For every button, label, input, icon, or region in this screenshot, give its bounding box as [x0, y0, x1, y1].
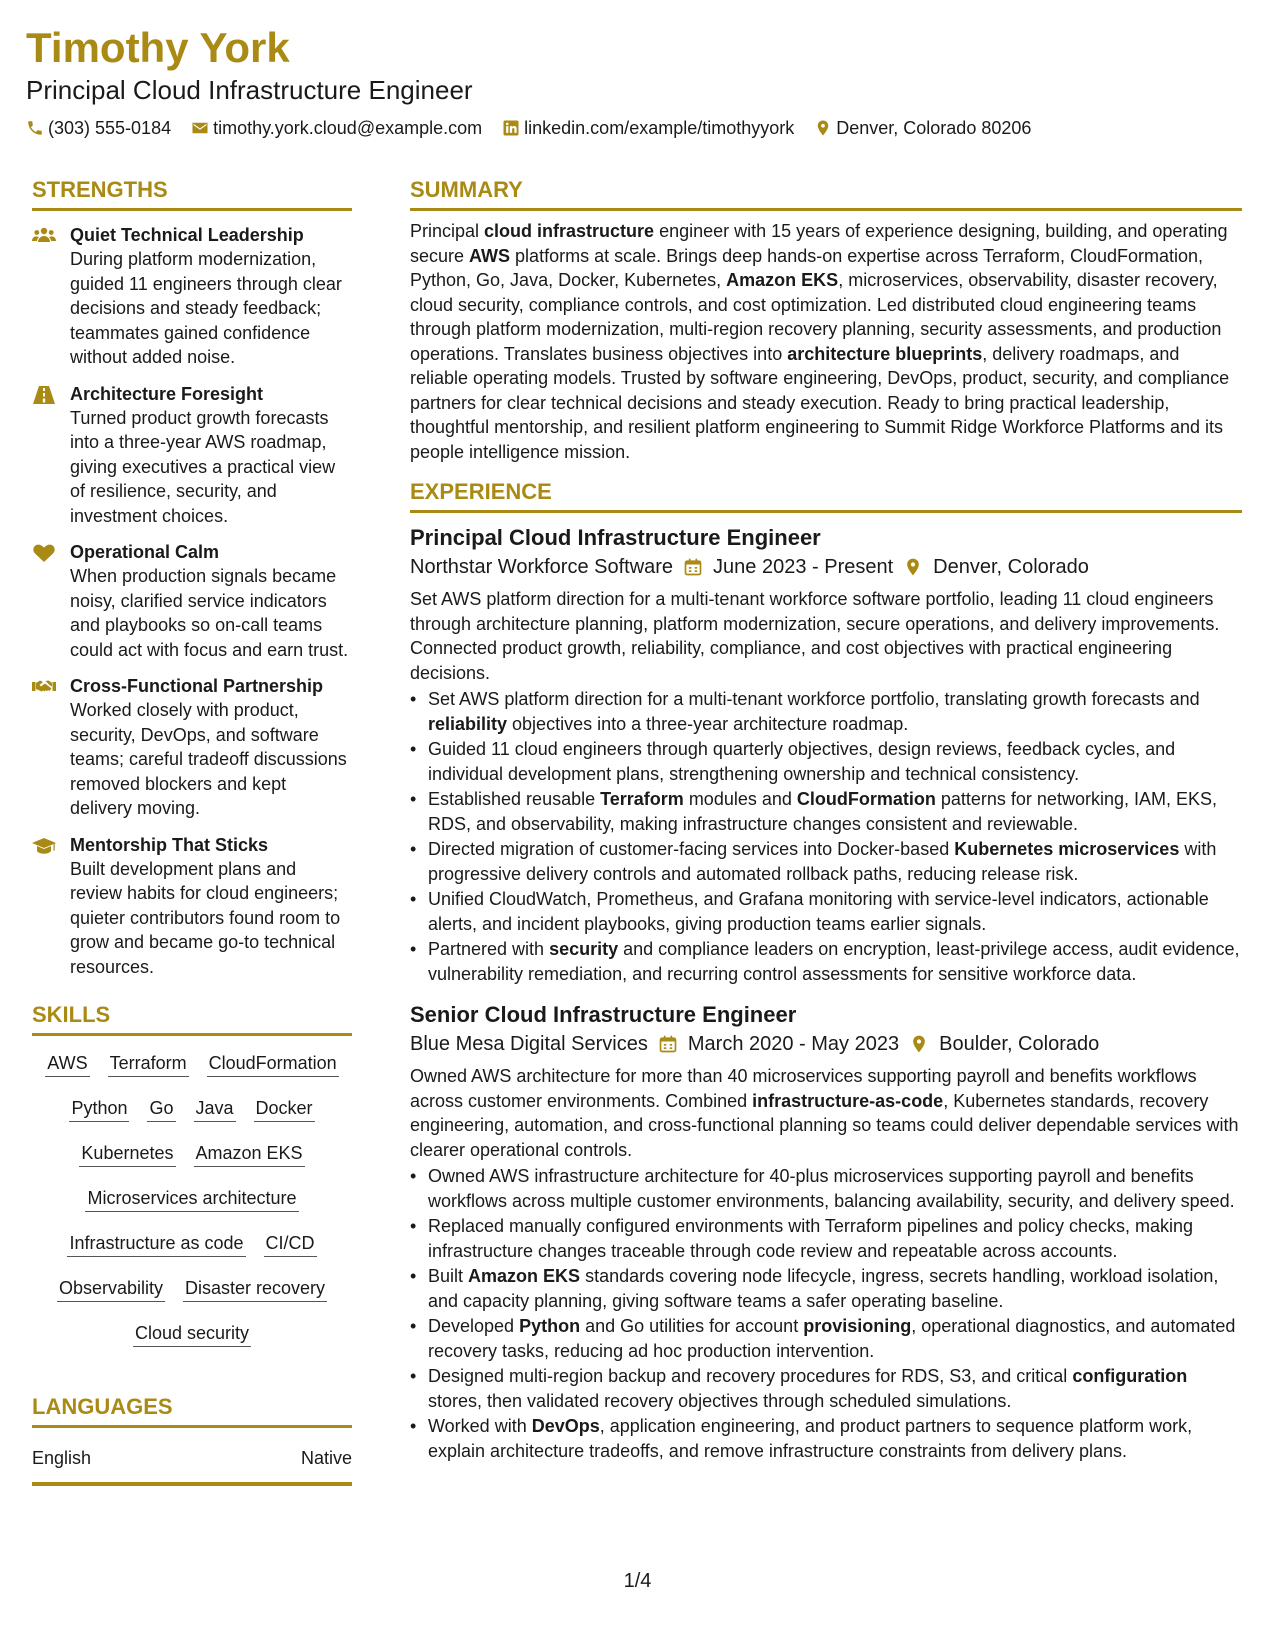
text-run: , operational diagnostics, and automated recovery tasks, reducing ad hoc production intervention.: [428, 1316, 1236, 1361]
strength-desc: Turned product growth forecasts into a three-year AWS roadmap, giving executives a practical view of resilience, security, and investment choices.: [70, 407, 336, 526]
bullet-item: [410, 1414, 1242, 1463]
text-run: , Kubernetes standards, recovery engineering, automation, and cross-functional planning so teams could deliver dependable services with clearer operational controls.: [410, 1090, 1239, 1160]
handshake-icon: [32, 677, 56, 697]
job-meta: [410, 553, 1242, 581]
text-run: Built: [428, 1266, 469, 1286]
strength-item: [32, 674, 352, 821]
linkedin-icon: [502, 119, 520, 137]
phone-text: (303) 555-0184: [48, 118, 172, 138]
job-title: Principal Cloud Infrastructure Engineer: [410, 525, 821, 550]
strength-desc: Built development plans and review habits for cloud engineers; quieter contributors found room to grow and became go-to technical resources.: [70, 858, 341, 977]
strength-item: [32, 540, 352, 662]
bold-keyword: CloudFormation: [796, 789, 936, 809]
bold-keyword: architecture blueprints: [787, 343, 983, 364]
bold-keyword: DevOps: [531, 1416, 600, 1436]
text-run: Developed: [428, 1316, 520, 1336]
text-run: Guided 11 cloud engineers through quarterly objectives, design reviews, feedback cycles, and individual development plans, strengthening ownership and technical consistency.: [428, 739, 1176, 784]
text-run: , delivery roadmaps, and reliable operating models. Trusted by software engineering, DevOps, product, security, and compliance partners for clear technical decisions and steady execution. Ready to bring practical leadership, thoughtful mentorship, and resilient platform engineering to Summit Ridge Workforce Platforms and its people intelligence mission.: [410, 343, 1230, 462]
graduation-cap-icon: [32, 836, 56, 856]
text-run: Principal: [410, 221, 485, 241]
text-run: Worked with: [428, 1416, 532, 1436]
bold-keyword: AWS: [469, 245, 511, 266]
strength-desc: Worked closely with product, security, DevOps, and software teams; careful tradeoff discussions removed blockers and kept delivery moving.: [70, 700, 347, 818]
text-run: standards covering node lifecycle, ingress, secrets handling, workload isolation, and capacity planning, giving software teams a safer operating baseline.: [428, 1266, 1219, 1311]
candidate-name: Timothy York: [26, 24, 290, 71]
bullet-item: [410, 937, 1242, 986]
skill-row: [32, 1134, 352, 1179]
skill-row: [32, 1179, 352, 1224]
linkedin-text: linkedin.com/example/timothyyork: [524, 118, 795, 138]
calendar-icon: [658, 1034, 678, 1054]
bold-keyword: reliability: [428, 713, 508, 734]
text-run: patterns for networking, IAM, EKS, RDS, and observability, making infrastructure changes consistent and reviewable.: [428, 789, 1217, 834]
skills-list: [32, 1044, 352, 1359]
strength-title: Mentorship That Sticks: [70, 834, 269, 855]
left-column: [32, 176, 352, 1486]
bullet-item: [410, 1264, 1242, 1313]
bold-keyword: Python: [519, 1316, 581, 1336]
phone-icon: [26, 119, 44, 137]
language-row: [32, 1446, 352, 1486]
skill-tag: Python: [69, 1097, 129, 1122]
contact-linkedin[interactable]: [502, 116, 794, 140]
summary-text: [410, 219, 1242, 464]
text-run: stores, then validated recovery objectives through scheduled simulations.: [428, 1390, 1012, 1411]
text-run: platforms at scale. Brings deep hands-on expertise across Terraform, CloudFormation, Python, Go, Java, Docker, Kubernetes,: [410, 245, 1204, 290]
job-summary: Set AWS platform direction for a multi-tenant workforce software portfolio, leading 11 cloud engineers through architecture planning, platform modernization, secure operations, and delivery improvements. Connected product growth, reliability, compliance, and cost objectives with practical engineering decisions.: [410, 589, 1220, 683]
page-number: 1/4: [623, 1570, 652, 1592]
text-run: and compliance leaders on encryption, least-privilege access, audit evidence, vulnerability remediation, and recurring control assessments for sensitive workforce data.: [428, 939, 1240, 984]
bullet-item: [410, 737, 1242, 786]
strength-desc: During platform modernization, guided 11 engineers through clear decisions and steady feedback; teammates gained confidence without added noise.: [70, 249, 342, 367]
job-bullets: [410, 687, 1242, 986]
languages-heading: LANGUAGES: [32, 1393, 352, 1428]
skill-tag: Disaster recovery: [183, 1277, 327, 1302]
bullet-item: [410, 1164, 1242, 1213]
skill-row: [32, 1224, 352, 1269]
strength-item: [32, 223, 352, 370]
location-text: Denver, Colorado 80206: [836, 118, 1032, 138]
text-run: , application engineering, and product partners to sequence platform work, explain architecture tradeoffs, and remove infrastructure constraints from delivery plans.: [428, 1416, 1193, 1461]
text-run: engineer with 15 years of experience designing, building, and operating secure: [410, 221, 1228, 266]
strength-desc: When production signals became noisy, clarified service indicators and playbooks so on-call teams could act with focus and earn trust.: [70, 566, 349, 660]
users-icon: [32, 226, 56, 246]
text-run: modules and: [683, 789, 797, 809]
bullet-item: [410, 837, 1242, 886]
text-run: Established reusable: [428, 789, 601, 809]
location-pin-icon: [903, 557, 923, 577]
skill-tag: AWS: [45, 1052, 89, 1077]
skills-heading: SKILLS: [32, 1001, 352, 1036]
skill-tag: Infrastructure as code: [67, 1232, 245, 1257]
skill-tag: Observability: [57, 1277, 165, 1302]
contact-location: [814, 116, 1031, 140]
job-dates: March 2020 - May 2023: [687, 1033, 900, 1055]
bold-keyword: Amazon EKS: [726, 270, 839, 290]
contact-phone[interactable]: [26, 116, 171, 140]
bullet-item: [410, 787, 1242, 836]
email-text: timothy.york.cloud@example.com: [213, 118, 483, 138]
resume-header: [26, 22, 1246, 140]
text-run: Owned AWS architecture for more than 40 microservices supporting payroll and benefits workflows across customer environments. Combined: [410, 1066, 1197, 1111]
skill-tag: Docker: [254, 1097, 315, 1122]
location-pin-icon: [814, 119, 832, 137]
strength-title: Operational Calm: [70, 542, 220, 562]
skills-section: [32, 1001, 352, 1359]
job-entry: [410, 1000, 1242, 1463]
bullet-item: [410, 687, 1242, 736]
bold-keyword: Terraform: [600, 789, 684, 809]
text-run: Replaced manually configured environments with Terraform pipelines and policy checks, making infrastructure changes traceable through code review and repeatable across accounts.: [428, 1216, 1194, 1261]
language-level: Native: [300, 1448, 352, 1468]
strength-title: Architecture Foresight: [70, 383, 264, 404]
skill-tag: Java: [194, 1097, 236, 1122]
skill-row: [32, 1089, 352, 1134]
bold-keyword: cloud infrastructure: [484, 221, 655, 241]
bullet-item: [410, 1214, 1242, 1263]
strengths-section: [32, 176, 352, 979]
text-run: Owned AWS infrastructure architecture for 40-plus microservices supporting payroll and benefits workflows across multiple customer environments, balancing availability, security, and delivery speed.: [428, 1166, 1235, 1211]
job-summary: [410, 1064, 1242, 1162]
text-run: Unified CloudWatch, Prometheus, and Grafana monitoring with service-level indicators, actionable alerts, and incident playbooks, giving production teams earlier signals.: [428, 889, 1209, 934]
contact-email[interactable]: [191, 116, 482, 140]
text-run: Directed migration of customer-facing services into Docker-based: [428, 839, 955, 859]
strength-title: Cross-Functional Partnership: [70, 676, 324, 696]
calendar-icon: [683, 557, 703, 577]
text-run: objectives into a three-year architecture roadmap.: [507, 713, 909, 734]
strength-title: Quiet Technical Leadership: [70, 225, 304, 245]
job-title: Senior Cloud Infrastructure Engineer: [410, 1002, 797, 1027]
heart-icon: [32, 543, 56, 563]
text-run: Designed multi-region backup and recovery procedures for RDS, S3, and critical: [428, 1366, 1073, 1386]
bold-keyword: Kubernetes microservices: [954, 839, 1180, 859]
experience-section: [410, 478, 1242, 1463]
skill-tag: Amazon EKS: [194, 1142, 305, 1167]
bold-keyword: configuration: [1072, 1366, 1188, 1386]
bold-keyword: Amazon EKS: [468, 1266, 581, 1286]
road-icon: [32, 385, 56, 405]
strengths-heading: STRENGTHS: [32, 176, 352, 211]
contact-bar: [26, 116, 1246, 140]
job-entry: [410, 523, 1242, 986]
text-run: and Go utilities for account: [580, 1316, 804, 1336]
location-pin-icon: [909, 1034, 929, 1054]
text-run: Partnered with: [428, 939, 550, 959]
text-run: Set AWS platform direction for a multi-tenant workforce portfolio, translating growth forecasts and: [428, 689, 1200, 709]
summary-heading: SUMMARY: [410, 176, 1242, 211]
strength-item: [32, 833, 352, 980]
experience-heading: EXPERIENCE: [410, 478, 1242, 513]
job-location: Boulder, Colorado: [939, 1033, 1100, 1055]
email-icon: [191, 119, 209, 137]
bold-keyword: security: [549, 939, 619, 959]
bullet-item: [410, 1314, 1242, 1363]
job-dates: June 2023 - Present: [713, 556, 894, 578]
skill-tag: Microservices architecture: [85, 1187, 298, 1212]
bullet-item: [410, 887, 1242, 936]
skill-tag: Go: [147, 1097, 175, 1122]
text-run: with progressive delivery controls and automated rollback paths, reducing release risk.: [428, 839, 1217, 884]
skill-tag: CloudFormation: [207, 1052, 339, 1077]
bold-keyword: provisioning: [803, 1316, 912, 1336]
skill-row: [32, 1044, 352, 1089]
bold-keyword: infrastructure-as-code: [752, 1090, 944, 1111]
bullet-item: [410, 1364, 1242, 1413]
job-company: Blue Mesa Digital Services: [410, 1033, 648, 1055]
right-column: [410, 176, 1242, 1463]
job-bullets: [410, 1164, 1242, 1463]
job-meta: [410, 1030, 1242, 1058]
skill-tag: CI/CD: [264, 1232, 317, 1257]
languages-section: [32, 1393, 352, 1486]
job-location: Denver, Colorado: [933, 556, 1089, 578]
strength-item: [32, 382, 352, 529]
candidate-title: Principal Cloud Infrastructure Engineer: [26, 75, 473, 105]
text-run: , microservices, observability, disaster recovery, cloud security, compliance controls, and cost optimization. Led distributed cloud engineering teams through platform modernization, multi-region recovery planning, security assessments, and production operations. Translates business objectives into: [410, 270, 1222, 364]
skill-tag: Cloud security: [133, 1322, 251, 1347]
skill-row: [32, 1269, 352, 1314]
skill-row: [32, 1314, 352, 1359]
language-name: English: [32, 1448, 92, 1468]
summary-section: [410, 176, 1242, 464]
skill-tag: Kubernetes: [79, 1142, 175, 1167]
skill-tag: Terraform: [108, 1052, 189, 1077]
job-company: Northstar Workforce Software: [410, 556, 674, 578]
